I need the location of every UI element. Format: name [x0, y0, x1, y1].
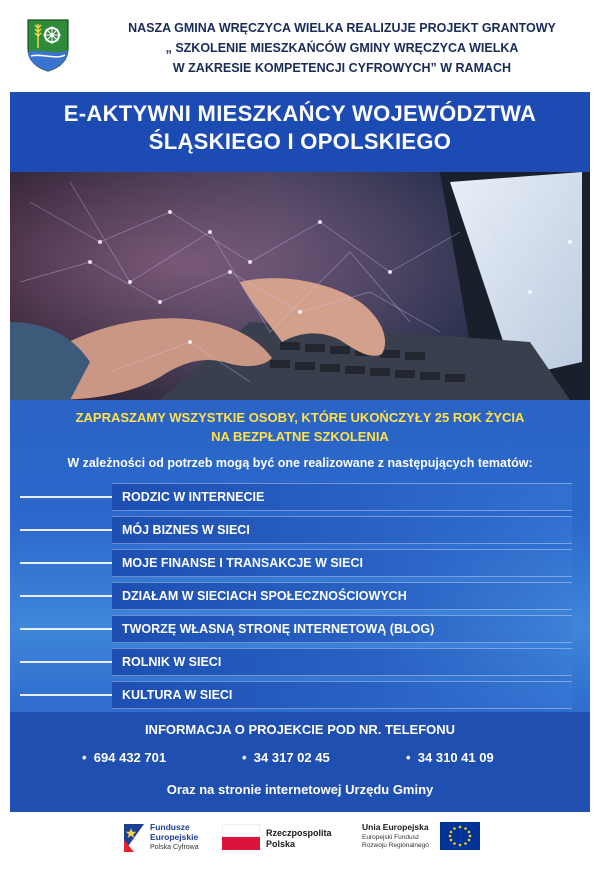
- contact-title: INFORMACJA O PROJEKCIE POD NR. TELEFONU: [144, 722, 456, 737]
- topic-box: [112, 615, 572, 643]
- phone-number[interactable]: [242, 750, 330, 765]
- topic-label: KULTURA W SIECI: [122, 688, 233, 702]
- topic-item: [10, 515, 590, 545]
- topic-item: [10, 614, 590, 644]
- rzeczpospolita-polska-logo: [222, 822, 342, 862]
- topic-item: [10, 680, 590, 710]
- bullet: •: [242, 750, 247, 765]
- website-note: Oraz na stronie internetowej Urzędu Gminy: [166, 782, 434, 797]
- fe-name-1: Fundusze: [150, 822, 190, 832]
- project-header-text: [92, 18, 592, 78]
- topic-box: [112, 648, 572, 676]
- topic-label: ROLNIK W SIECI: [122, 655, 222, 669]
- topic-label: TWORZĘ WŁASNĄ STRONĘ INTERNETOWĄ (BLOG): [122, 622, 435, 636]
- poster-title: [10, 100, 590, 156]
- invitation-text: [10, 408, 590, 446]
- topic-label: DZIAŁAM W SIECIACH SPOŁECZNOŚCIOWYCH: [122, 589, 407, 603]
- header-line-3: W ZAKRESIE KOMPETENCJI CYFROWYCH” W RAMACH: [172, 61, 512, 75]
- phone-number-text: 34 317 02 45: [253, 750, 330, 765]
- eu-sub-2: Rozwoju Regionalnego: [362, 842, 429, 849]
- phone-number[interactable]: [82, 750, 166, 765]
- fe-name-2: Europejskie: [150, 832, 199, 842]
- bullet: •: [82, 750, 87, 765]
- municipality-crest-icon: [26, 18, 70, 72]
- topic-label: MOJE FINANSE I TRANSAKCJE W SIECI: [122, 556, 363, 570]
- main-panel: [10, 92, 590, 812]
- bullet: •: [406, 750, 411, 765]
- laptop-typing-photo: [10, 172, 590, 400]
- topic-item: [10, 482, 590, 512]
- invitation-line-2: NA BEZPŁATNE SZKOLENIA: [211, 429, 389, 444]
- fe-program: Polska Cyfrowa: [150, 844, 199, 851]
- phone-number[interactable]: [406, 750, 494, 765]
- topic-item: [10, 647, 590, 677]
- rp-line-2: Polska: [266, 839, 296, 849]
- eu-title: Unia Europejska: [362, 822, 429, 832]
- unia-europejska-logo: [362, 820, 482, 864]
- rp-line-1: Rzeczpospolita: [266, 828, 332, 838]
- topic-box: [112, 549, 572, 577]
- topic-box: [112, 681, 572, 709]
- topic-item: [10, 581, 590, 611]
- fundusze-europejskie-logo: [120, 820, 220, 862]
- fe-star-icon: [120, 822, 146, 854]
- phone-number-text: 694 432 701: [93, 750, 167, 765]
- contact-section: [10, 712, 590, 812]
- title-band: [10, 92, 590, 172]
- eu-sub-1: Europejski Fundusz: [362, 834, 420, 841]
- topic-box: [112, 582, 572, 610]
- title-line-2: ŚLĄSKIEGO I OPOLSKIEGO: [148, 129, 452, 154]
- eu-flag-icon: [440, 822, 480, 850]
- topic-item: [10, 548, 590, 578]
- topic-label: RODZIC W INTERNECIE: [122, 490, 265, 504]
- title-line-1: E-AKTYWNI MIESZKAŃCY WOJEWÓDZTWA: [63, 101, 537, 126]
- phone-number-text: 34 310 41 09: [417, 750, 494, 765]
- invitation-line-1: ZAPRASZAMY WSZYSTKIE OSOBY, KTÓRE UKOŃCZYŁY 25 ROK ŻYCIA: [75, 410, 525, 425]
- topic-box: [112, 483, 572, 511]
- topics-intro: W zależności od potrzeb mogą być one realizowane z następujących tematów:: [67, 456, 533, 470]
- header-line-1: NASZA GMINA WRĘCZYCA WIELKA REALIZUJE PROJEKT GRANTOWY: [128, 21, 556, 35]
- footer-logos: [0, 812, 600, 873]
- topic-label: MÓJ BIZNES W SIECI: [122, 523, 250, 537]
- topic-box: [112, 516, 572, 544]
- polish-flag-icon: [222, 824, 260, 850]
- header: [0, 0, 600, 92]
- header-line-2: „ SZKOLENIE MIESZKAŃCÓW GMINY WRĘCZYCA WIELKA: [165, 41, 519, 55]
